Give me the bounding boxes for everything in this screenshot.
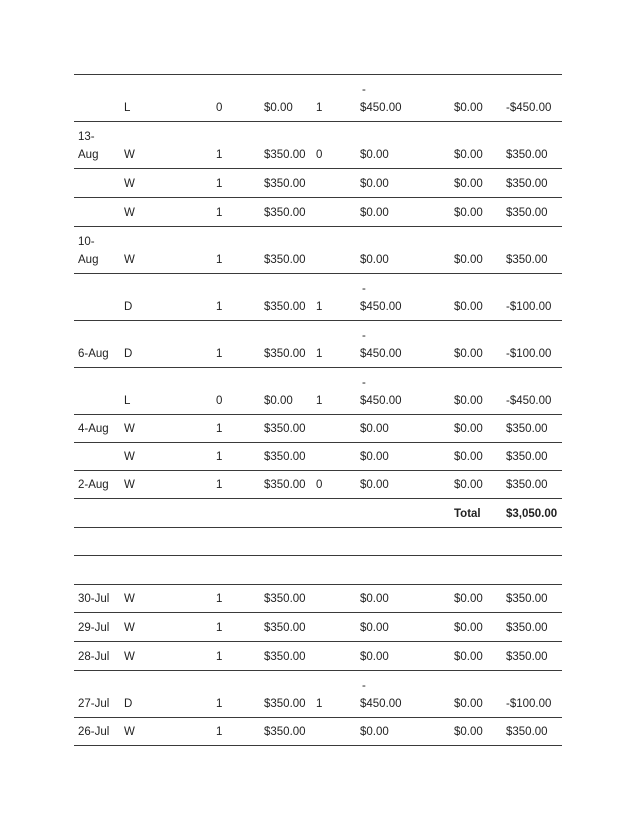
date-line: 10- (78, 236, 95, 248)
count-cell: 1 (316, 395, 323, 407)
empty-row (74, 556, 562, 585)
amount-cell: $0.00 (454, 301, 483, 313)
amount-cell: $350.00 (264, 178, 306, 190)
amount-cell: $350.00 (264, 726, 306, 738)
amount-cell: $0.00 (454, 593, 483, 605)
net-cell: $350.00 (506, 451, 548, 463)
table-row (74, 613, 562, 642)
result-cell: W (124, 423, 135, 435)
table-row (74, 471, 562, 499)
amount-cell: $0.00 (360, 149, 389, 161)
table-row (74, 198, 562, 227)
amount-cell: $0.00 (454, 102, 483, 114)
count-cell: 1 (216, 651, 223, 663)
table-row (74, 642, 562, 671)
amount-cell: $0.00 (264, 102, 293, 114)
date-cell: 27-Jul (78, 698, 110, 710)
net-cell: $350.00 (506, 423, 548, 435)
count-cell: 0 (216, 102, 223, 114)
table-row (74, 321, 562, 368)
amount-cell: $0.00 (454, 479, 483, 491)
result-cell: L (124, 102, 131, 114)
count-cell: 0 (216, 395, 223, 407)
net-cell: $350.00 (506, 254, 548, 266)
result-cell: D (124, 698, 133, 710)
amount-value: $450.00 (360, 395, 402, 407)
result-cell: L (124, 395, 131, 407)
amount-cell: $0.00 (454, 207, 483, 219)
result-cell: W (124, 622, 135, 634)
amount-cell: $0.00 (454, 149, 483, 161)
net-cell: -$450.00 (506, 395, 552, 407)
count-cell: 0 (316, 149, 323, 161)
result-cell: W (124, 593, 135, 605)
amount-cell: $0.00 (360, 207, 389, 219)
count-cell: 1 (216, 254, 223, 266)
result-cell: D (124, 301, 133, 313)
minus-sign: - (362, 680, 366, 692)
count-cell: 1 (216, 149, 223, 161)
count-cell: 1 (316, 698, 323, 710)
amount-cell: $0.00 (360, 622, 389, 634)
net-cell: -$100.00 (506, 301, 552, 313)
amount-cell: $350.00 (264, 423, 306, 435)
amount-cell: $0.00 (360, 479, 389, 491)
amount-cell: $0.00 (360, 593, 389, 605)
amount-cell: $0.00 (360, 178, 389, 190)
amount-cell: $350.00 (264, 622, 306, 634)
count-cell: 1 (216, 726, 223, 738)
date-cell: 6-Aug (78, 348, 109, 360)
result-cell: W (124, 451, 135, 463)
amount-cell (360, 374, 402, 410)
table-row (74, 169, 562, 198)
result-cell: W (124, 207, 135, 219)
table-row (74, 585, 562, 613)
amount-cell: $0.00 (454, 451, 483, 463)
amount-cell: $0.00 (454, 395, 483, 407)
minus-sign: - (362, 330, 366, 342)
amount-value: $450.00 (360, 301, 402, 313)
count-cell: 0 (316, 479, 323, 491)
amount-cell: $350.00 (264, 651, 306, 663)
result-cell: W (124, 178, 135, 190)
table-row (74, 274, 562, 321)
result-cell: W (124, 149, 135, 161)
net-cell: -$450.00 (506, 102, 552, 114)
amount-value: $450.00 (360, 698, 402, 710)
minus-sign: - (362, 84, 366, 96)
table-row (74, 74, 562, 122)
table-row (74, 227, 562, 274)
net-cell: $350.00 (506, 593, 548, 605)
result-cell: W (124, 254, 135, 266)
table-row (74, 671, 562, 718)
table-row (74, 718, 562, 746)
count-cell: 1 (216, 423, 223, 435)
result-cell: W (124, 726, 135, 738)
amount-cell: $0.00 (454, 698, 483, 710)
net-cell: -$100.00 (506, 348, 552, 360)
result-cell: D (124, 348, 133, 360)
date-cell (78, 233, 98, 269)
count-cell: 1 (216, 479, 223, 491)
amount-cell: $0.00 (454, 651, 483, 663)
count-cell: 1 (316, 348, 323, 360)
amount-cell: $350.00 (264, 207, 306, 219)
net-cell: -$100.00 (506, 698, 552, 710)
amount-cell: $350.00 (264, 451, 306, 463)
amount-cell: $0.00 (454, 622, 483, 634)
date-cell: 28-Jul (78, 651, 110, 663)
count-cell: 1 (216, 593, 223, 605)
empty-row (74, 528, 562, 556)
amount-cell: $0.00 (454, 348, 483, 360)
count-cell: 1 (316, 102, 323, 114)
amount-cell: $0.00 (264, 395, 293, 407)
date-cell: 29-Jul (78, 622, 110, 634)
count-cell: 1 (216, 207, 223, 219)
total-label: Total (454, 508, 481, 520)
amount-cell (360, 677, 402, 713)
result-cell: W (124, 479, 135, 491)
table-row (74, 415, 562, 443)
amount-cell: $0.00 (454, 423, 483, 435)
count-cell: 1 (216, 622, 223, 634)
amount-cell: $0.00 (360, 423, 389, 435)
date-line: Aug (78, 149, 99, 161)
net-cell: $350.00 (506, 178, 548, 190)
date-cell: 26-Jul (78, 726, 110, 738)
amount-cell: $350.00 (264, 348, 306, 360)
date-line: 13- (78, 131, 95, 143)
amount-cell: $350.00 (264, 698, 306, 710)
net-cell: $350.00 (506, 726, 548, 738)
amount-cell: $0.00 (360, 254, 389, 266)
amount-cell (360, 280, 402, 316)
amount-cell: $0.00 (360, 651, 389, 663)
result-cell: W (124, 651, 135, 663)
total-row (74, 499, 562, 528)
count-cell: 1 (216, 451, 223, 463)
count-cell: 1 (216, 348, 223, 360)
count-cell: 1 (316, 301, 323, 313)
spreadsheet (74, 74, 562, 746)
date-line: Aug (78, 254, 99, 266)
count-cell: 1 (216, 698, 223, 710)
table-row (74, 368, 562, 415)
amount-cell: $350.00 (264, 593, 306, 605)
amount-cell: $350.00 (264, 479, 306, 491)
amount-cell (360, 327, 402, 363)
amount-value: $450.00 (360, 348, 402, 360)
amount-cell: $0.00 (454, 726, 483, 738)
amount-cell: $0.00 (454, 254, 483, 266)
amount-cell: $350.00 (264, 149, 306, 161)
amount-cell: $350.00 (264, 254, 306, 266)
date-cell: 4-Aug (78, 423, 109, 435)
minus-sign: - (362, 377, 366, 389)
amount-cell: $0.00 (360, 451, 389, 463)
amount-cell: $0.00 (454, 178, 483, 190)
date-cell: 30-Jul (78, 593, 110, 605)
date-cell: 2-Aug (78, 479, 109, 491)
amount-value: $450.00 (360, 102, 402, 114)
net-cell: $350.00 (506, 149, 548, 161)
net-cell: $350.00 (506, 651, 548, 663)
table-row (74, 443, 562, 471)
count-cell: 1 (216, 301, 223, 313)
net-cell: $350.00 (506, 622, 548, 634)
table-row (74, 122, 562, 169)
amount-cell: $350.00 (264, 301, 306, 313)
amount-cell (360, 81, 402, 117)
date-cell (78, 128, 98, 164)
amount-cell: $0.00 (360, 726, 389, 738)
total-value: $3,050.00 (506, 508, 558, 520)
count-cell: 1 (216, 178, 223, 190)
minus-sign: - (362, 283, 366, 295)
net-cell: $350.00 (506, 479, 548, 491)
net-cell: $350.00 (506, 207, 548, 219)
